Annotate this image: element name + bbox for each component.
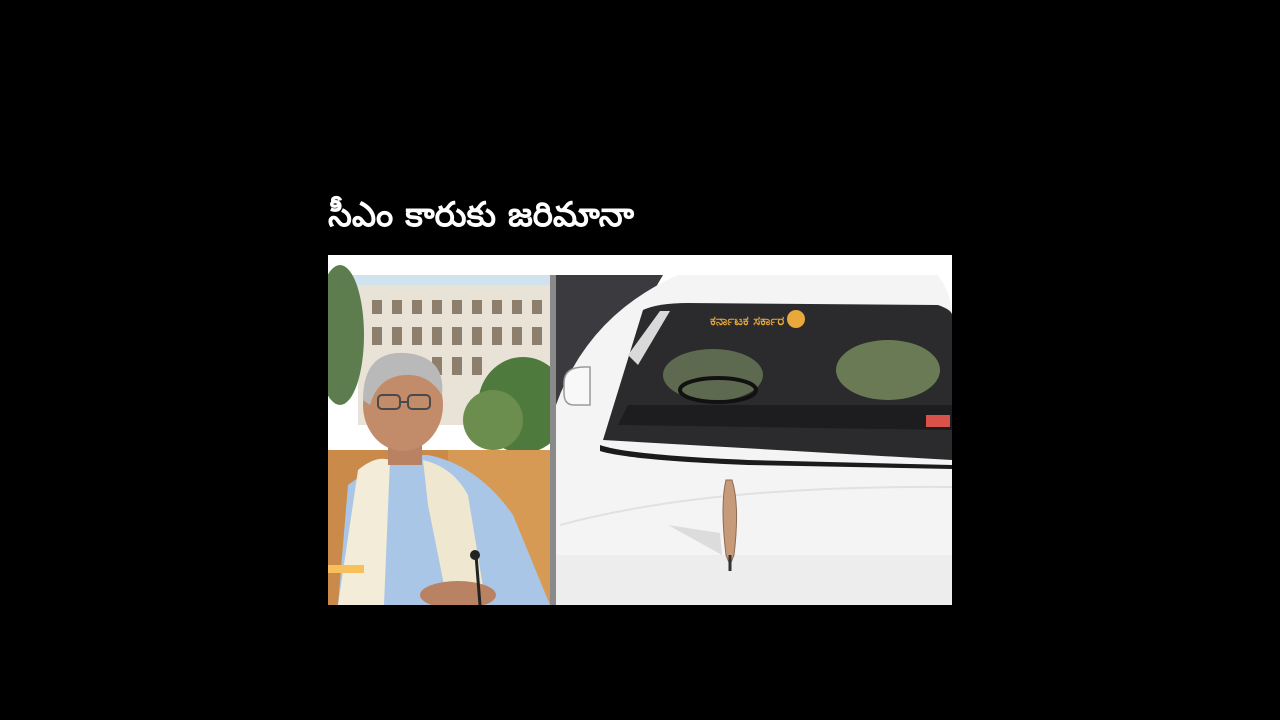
windshield-sticker-text: ಕರ್ನಾಟಕ ಸರ್ಕಾರ [710,314,785,329]
news-headline: సీఎం కారుకు జరిమానా [328,195,635,235]
news-photo [328,255,952,605]
left-panel-man [328,265,568,605]
right-panel-car [550,275,952,605]
